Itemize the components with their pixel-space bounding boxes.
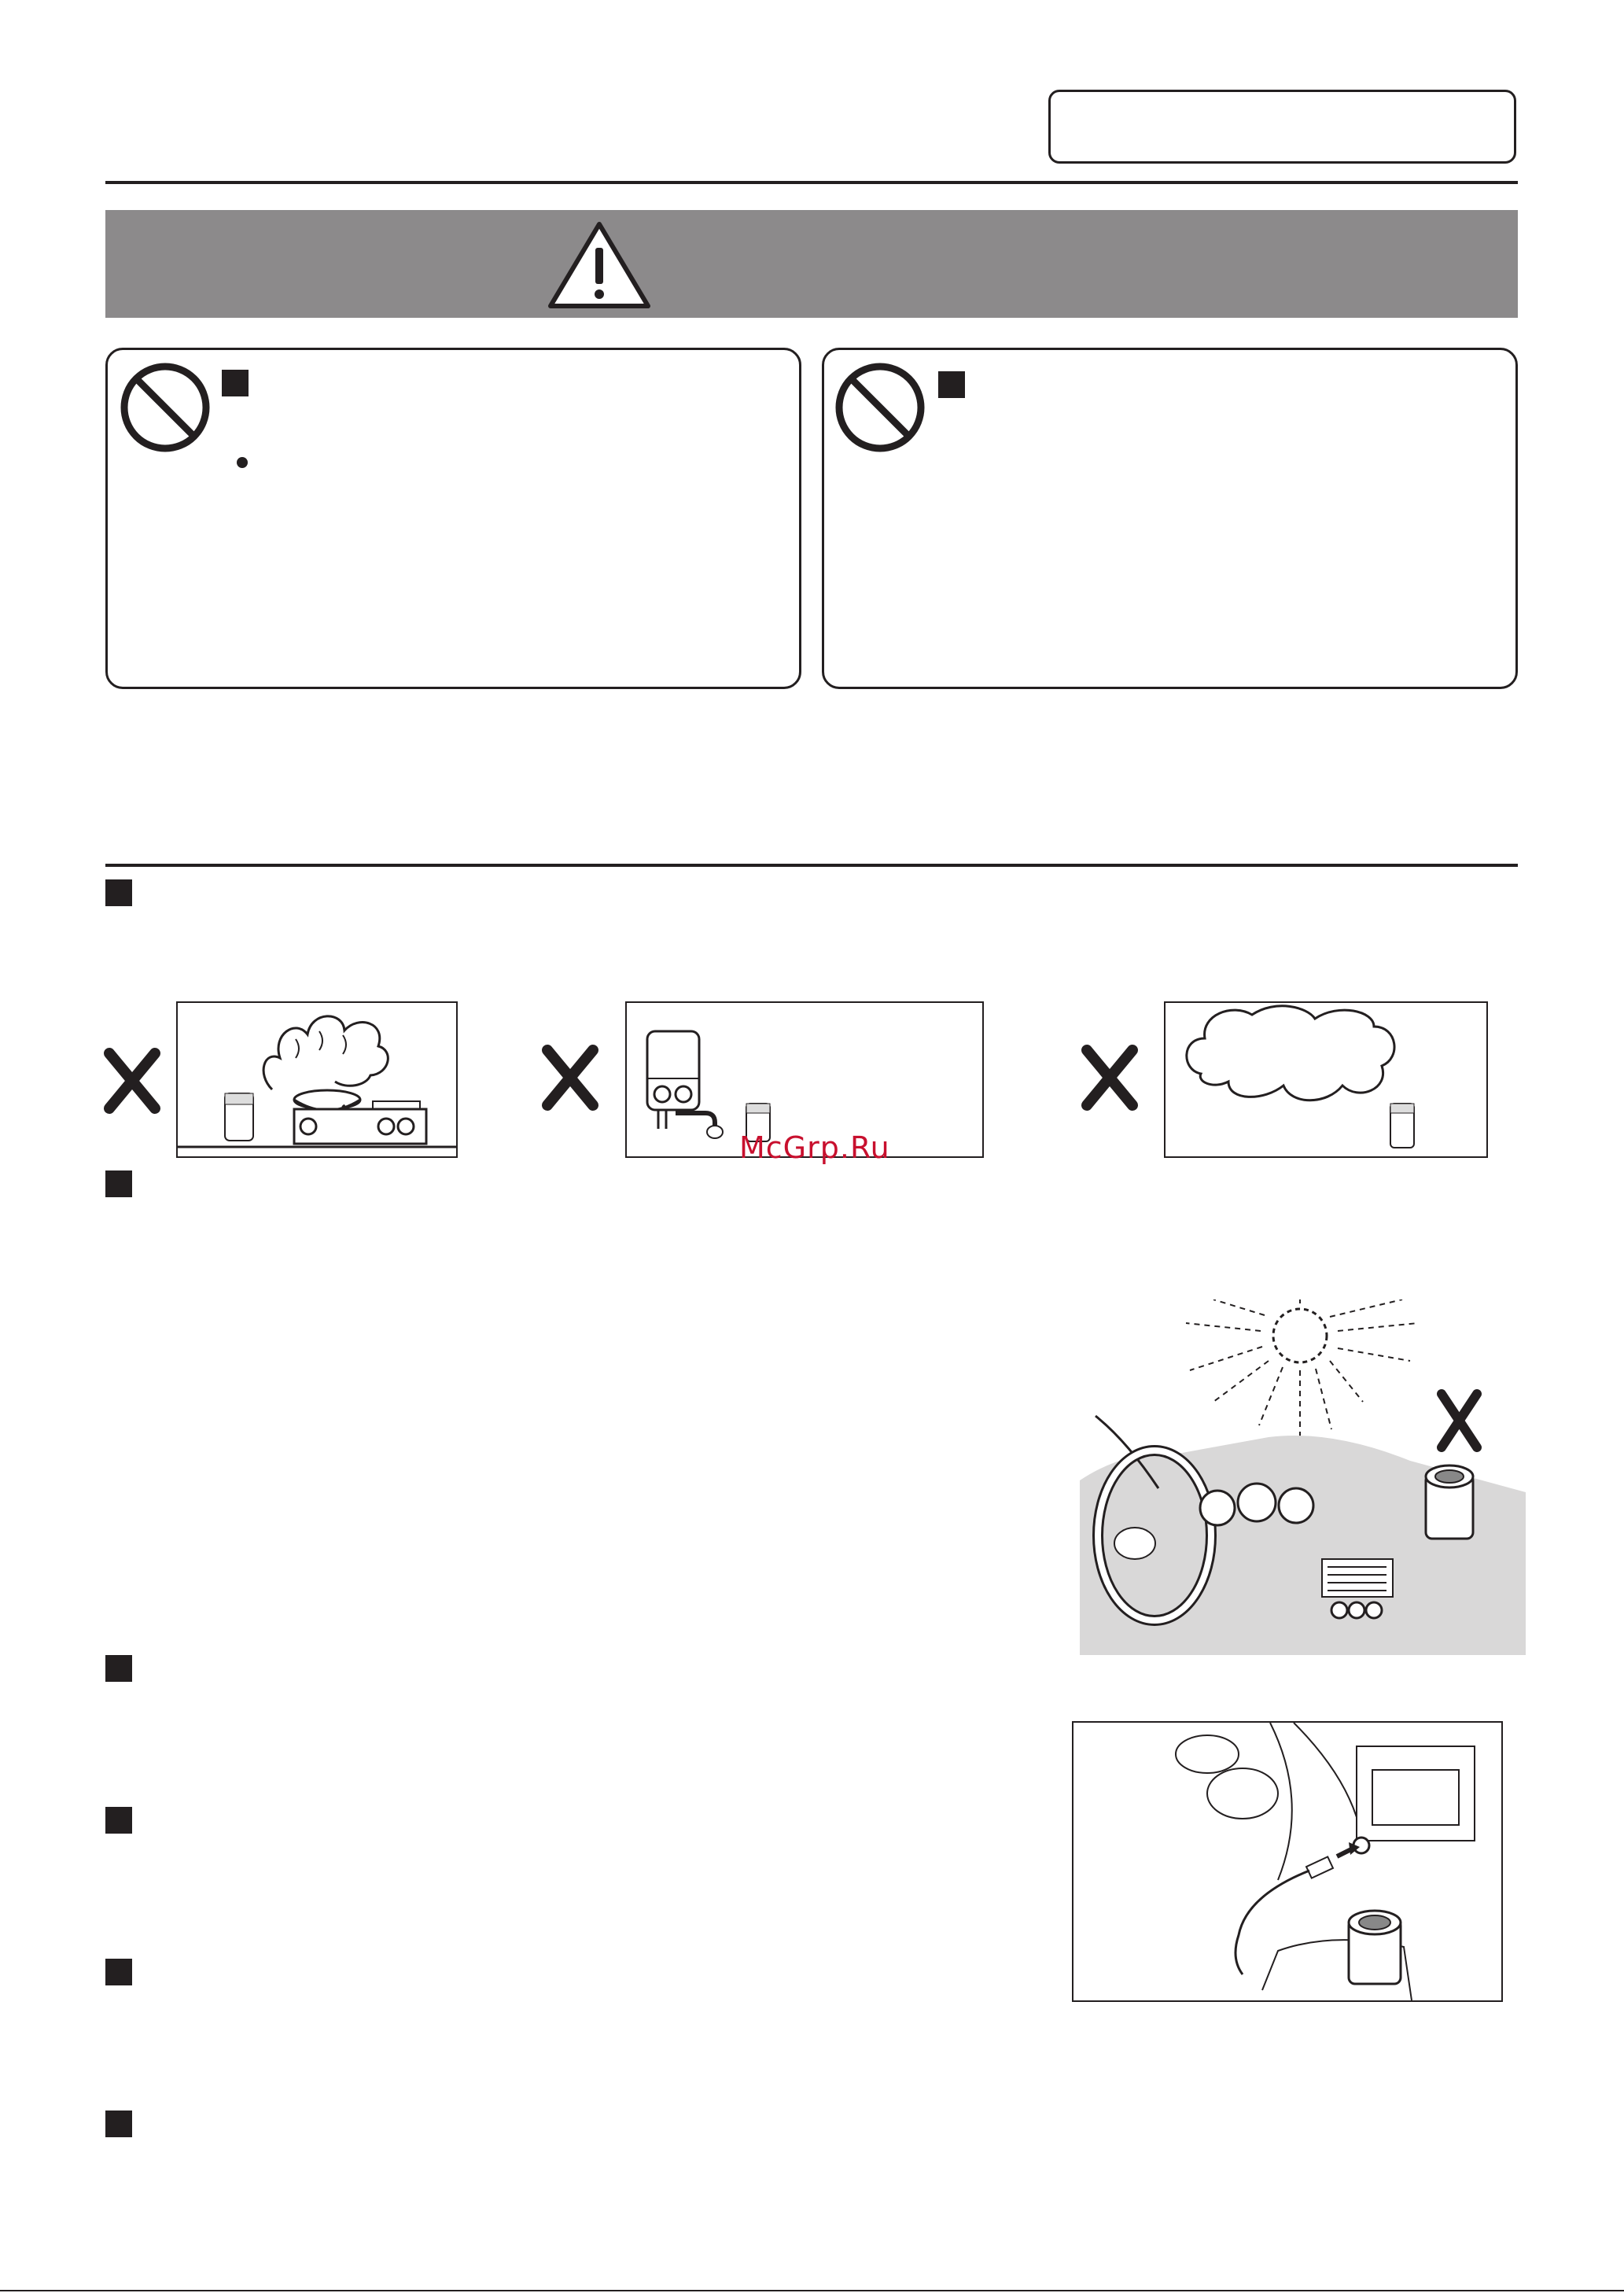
x-mark-icon xyxy=(103,1047,161,1115)
car-usb-connection-illustration xyxy=(1072,1721,1503,2002)
car-dashboard-sunlight-illustration xyxy=(1080,1299,1526,1655)
section-marker xyxy=(105,2111,132,2137)
prohibition-icon xyxy=(834,361,926,454)
prohibition-box-1 xyxy=(105,348,801,689)
prohibition-box-2 xyxy=(822,348,1518,689)
section-rule xyxy=(105,864,1518,867)
section-marker xyxy=(105,1655,132,1682)
section-marker xyxy=(105,1170,132,1197)
section-marker xyxy=(105,1807,132,1834)
bullet-dot xyxy=(237,457,248,468)
section-marker xyxy=(938,371,965,398)
page-label-box xyxy=(1048,90,1516,164)
section-marker xyxy=(105,879,132,906)
smoke-cloud-illustration xyxy=(1164,1001,1488,1158)
warning-banner xyxy=(105,210,1518,318)
footer-line xyxy=(0,2290,1624,2291)
section-marker xyxy=(105,1959,132,1985)
top-rule xyxy=(105,181,1518,184)
watermark: McGrp.Ru xyxy=(739,1130,890,1165)
prohibition-icon xyxy=(119,361,212,454)
gas-stove-steam-illustration xyxy=(176,1001,458,1158)
x-mark-icon xyxy=(541,1044,599,1111)
x-mark-icon xyxy=(1081,1044,1139,1111)
warning-triangle-icon xyxy=(546,219,653,311)
section-marker xyxy=(222,370,249,396)
